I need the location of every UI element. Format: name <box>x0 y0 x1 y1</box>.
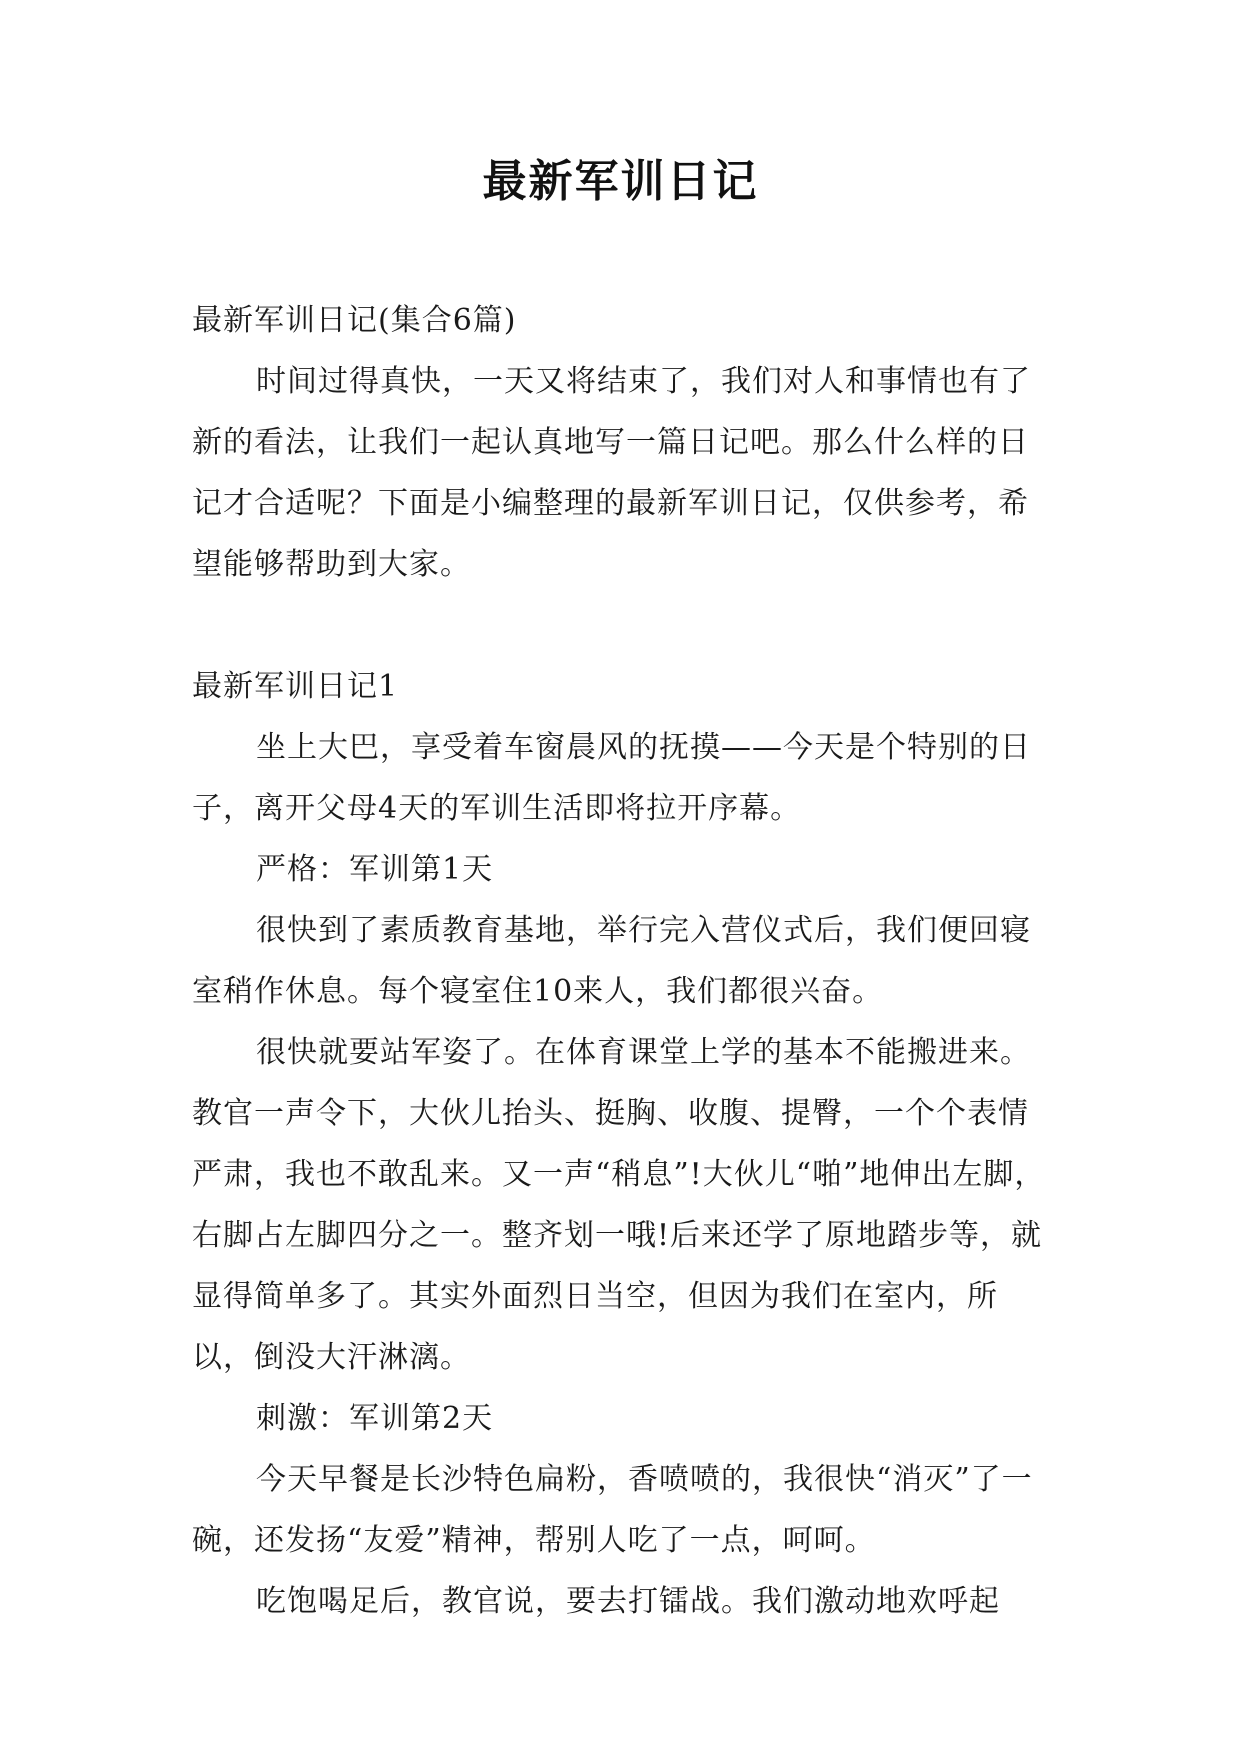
subtitle-line: 最新军训日记(集合6篇) <box>192 303 517 338</box>
paragraph-gap <box>192 595 1052 656</box>
intro-paragraph: 时间过得真快，一天又将结束了，我们对人和事情也有了新的看法，让我们一起认真地写一篇日记吧。那么什么样的日记才合适呢？下面是小编整理的最新军训日记，仅供参考，希望能够帮助到大家。 <box>192 364 1031 582</box>
body-paragraph: 今天早餐是长沙特色扁粉，香喷喷的，我很快“消灭”了一碗，还发扬“友爱”精神，帮别人吃了一点，呵呵。 <box>192 1462 1033 1558</box>
section-heading: 最新军训日记1 <box>192 669 399 704</box>
document-body <box>192 290 1052 1632</box>
day-heading: 严格：军训第1天 <box>256 852 494 887</box>
body-paragraph: 吃饱喝足后，教官说，要去打镭战。我们激动地欢呼起 <box>256 1584 1000 1619</box>
body-paragraph: 很快到了素质教育基地，举行完入营仪式后，我们便回寝室稍作休息。每个寝室住10来人，我们都很兴奋。 <box>192 913 1031 1009</box>
day-heading: 刺激：军训第2天 <box>256 1401 494 1436</box>
body-paragraph: 很快就要站军姿了。在体育课堂上学的基本不能搬进来。教官一声令下，大伙儿抬头、挺胸、收腹、提臀，一个个表情严肃，我也不敢乱来。又一声“稍息”!大伙儿“啪”地伸出左脚，右脚占左脚四分之一。整齐划一哦!后来还学了原地踏步等，就显得简单多了。其实外面烈日当空，但因为我们在室内，所以，倒没大汗淋漓。 <box>192 1035 1046 1375</box>
body-paragraph: 坐上大巴，享受着车窗晨风的抚摸——今天是个特别的日子，离开父母4天的军训生活即将拉开序幕。 <box>192 730 1031 826</box>
document-title: 最新军训日记 <box>482 156 759 207</box>
